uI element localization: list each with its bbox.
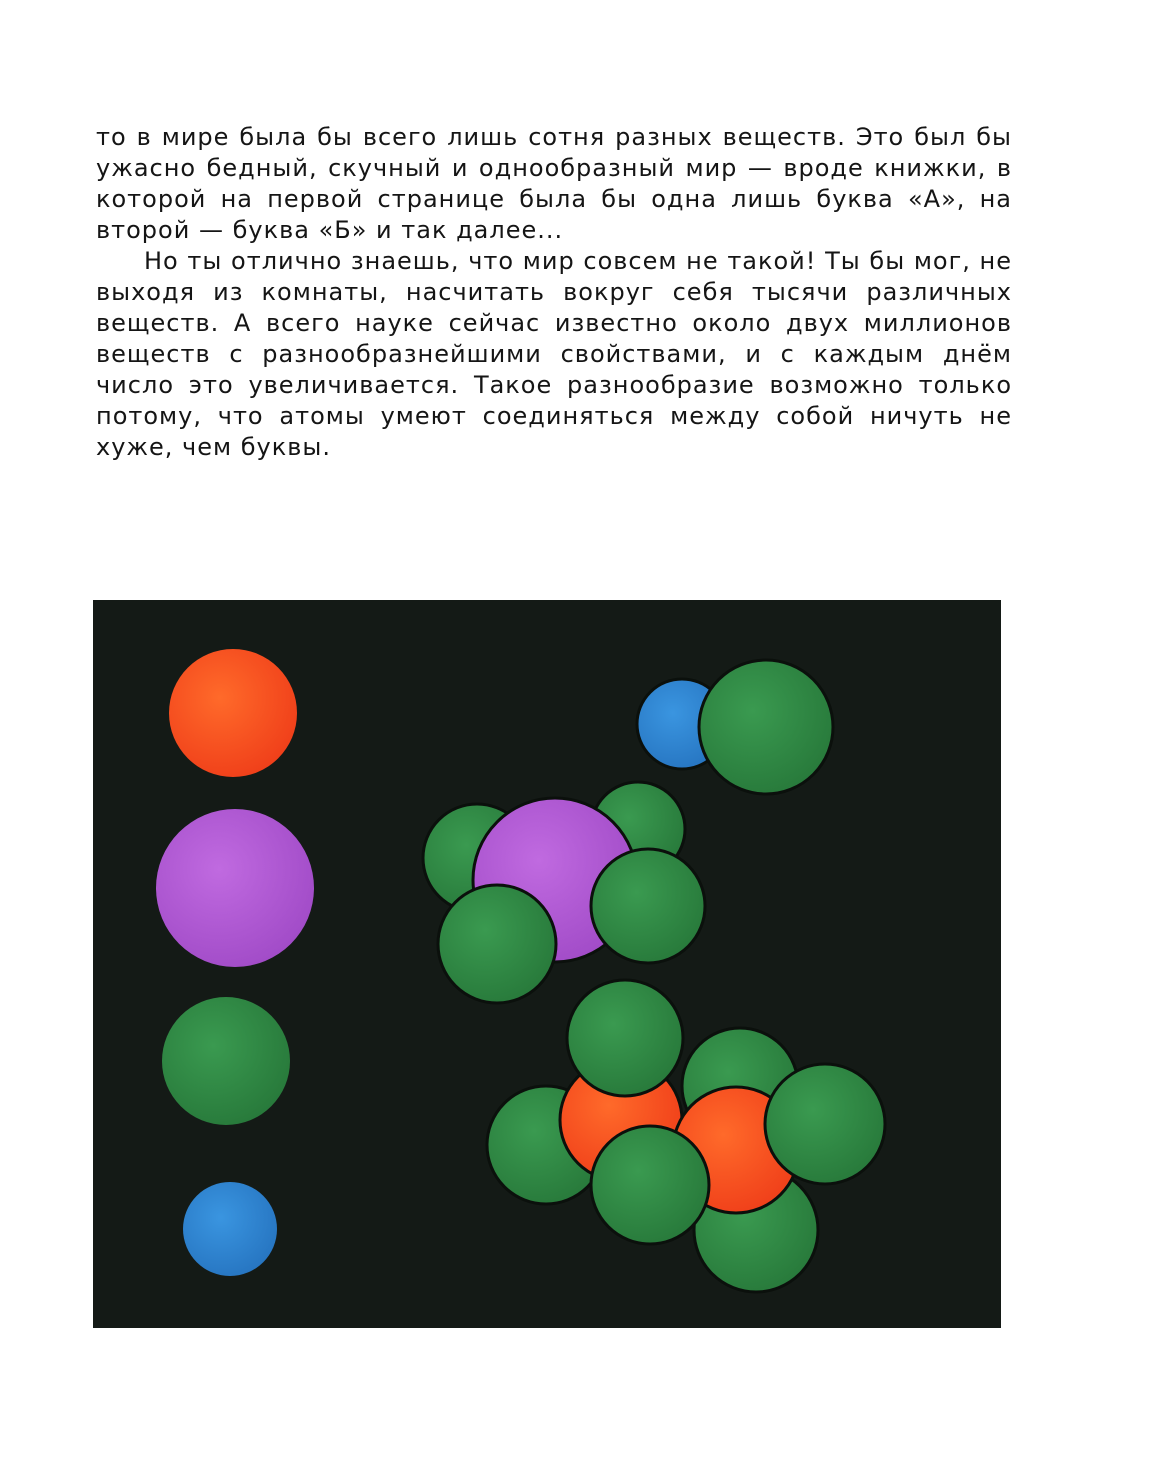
body-text (96, 122, 1012, 463)
atoms-illustration (93, 600, 1001, 1328)
green-atom (438, 885, 556, 1003)
green-atom (591, 849, 705, 963)
green-atom (162, 997, 290, 1125)
paragraph-1: то в мире была бы всего лишь сотня разных веществ. Это был бы ужасно бедный, скучный и однообразный мир — вроде книжки, в которой на первой странице была бы одна лишь буква «А», на второй — буква «Б» и так далее... (96, 123, 1012, 244)
green-atom (567, 980, 683, 1096)
green-atom (765, 1064, 885, 1184)
atoms-svg (93, 600, 1001, 1328)
paragraph-2: Но ты отлично знаешь, что мир совсем не такой! Ты бы мог, не выходя из комнаты, насчитать вокруг себя тысячи различных веществ. А всего науке сейчас известно около двух миллионов веществ с разнообразнейшими свойствами, и с каждым днём число это увеличивается. Такое разнообразие возможно только потому, что атомы умеют соединяться между собой ничуть не хуже, чем буквы. (96, 247, 1012, 461)
green-atom (591, 1126, 709, 1244)
red-atom (169, 649, 297, 777)
green-atom (699, 660, 833, 794)
blue-atom (183, 1182, 277, 1276)
purple-atom (156, 809, 314, 967)
